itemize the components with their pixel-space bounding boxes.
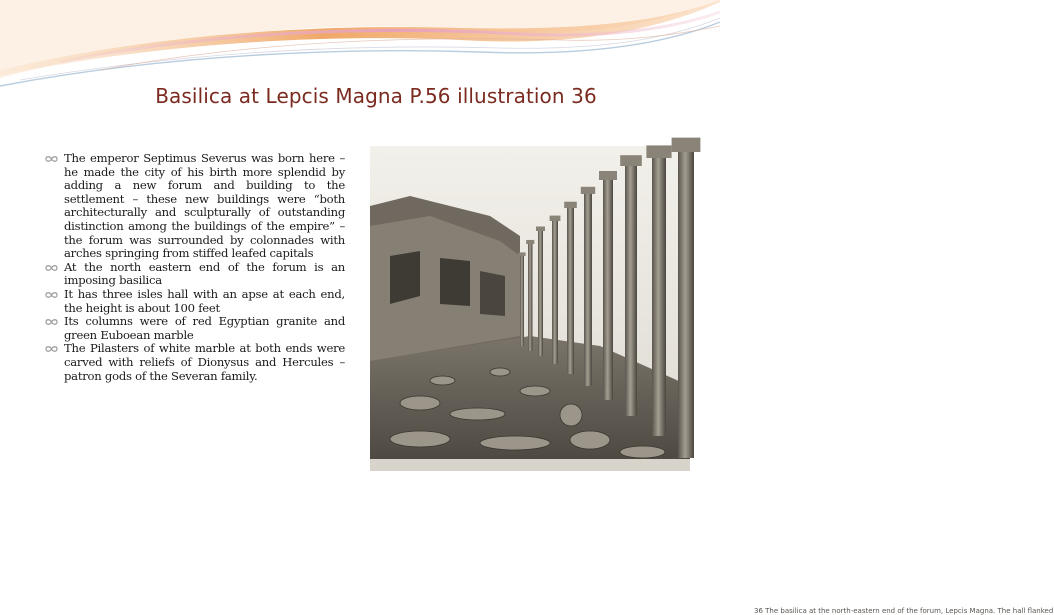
column-capital bbox=[672, 138, 701, 152]
column-capital bbox=[526, 240, 534, 244]
header-decoration bbox=[0, 0, 720, 90]
slide-title: Basilica at Lepcis Magna P.56 illustration 36 bbox=[155, 84, 597, 108]
column bbox=[528, 244, 533, 351]
stone-block bbox=[430, 376, 455, 385]
bullet-list bbox=[44, 152, 345, 383]
stone-block bbox=[400, 396, 440, 410]
column bbox=[520, 256, 524, 346]
bullet-text: Its columns were of red Egyptian granite and green Euboean marble bbox=[64, 314, 345, 342]
bullet-item bbox=[44, 261, 345, 288]
column-capital bbox=[581, 187, 595, 194]
stone-block bbox=[520, 386, 550, 396]
stone-block bbox=[570, 431, 610, 449]
stone-block bbox=[450, 408, 505, 420]
bullet-text: The emperor Septimus Severus was born here – he made the city of his birth more splendid by adding a new forum and building to the settlement – these new buildings were “both architecturally and sculpturally of outstanding distinction among the buildings of the empire” – the forum was surrounded by colonnades with arches springing from stiffed leafed capitals bbox=[64, 151, 345, 261]
infinity-bullet-icon bbox=[45, 345, 58, 353]
column bbox=[652, 158, 666, 436]
infinity-bullet-icon bbox=[45, 291, 58, 299]
bullet-text: It has three isles hall with an apse at each end, the height is about 100 feet bbox=[64, 286, 345, 315]
infinity-bullet-icon bbox=[45, 318, 58, 326]
column-capital bbox=[550, 216, 561, 221]
basilica-photo bbox=[370, 146, 1054, 615]
column-capital bbox=[646, 145, 671, 158]
stone-block bbox=[560, 404, 582, 426]
column-capital bbox=[620, 155, 642, 166]
stone-block bbox=[490, 368, 510, 376]
photo-caption: 36 The basilica at the north-eastern end of the forum, Lepcis Magna. The hall flanked bbox=[754, 607, 1054, 615]
bullet-text: The Pilasters of white marble at both ends were carved with reliefs of Dionysus and Hercules – patron gods of the Severan family. bbox=[64, 341, 345, 383]
column bbox=[603, 180, 613, 400]
stone-block bbox=[620, 446, 665, 458]
basilica-ruins-image bbox=[370, 146, 690, 471]
stone-block bbox=[480, 436, 550, 450]
column-capital bbox=[599, 171, 617, 180]
bullet-item bbox=[44, 315, 345, 342]
bullet-item bbox=[44, 288, 345, 315]
column bbox=[567, 208, 574, 374]
column bbox=[552, 221, 558, 364]
column bbox=[584, 194, 592, 386]
column bbox=[678, 152, 694, 458]
column-capital bbox=[536, 227, 545, 232]
bullet-item bbox=[44, 342, 345, 383]
infinity-bullet-icon bbox=[45, 264, 58, 272]
column-capital bbox=[564, 202, 577, 208]
column bbox=[538, 231, 543, 356]
column-capital bbox=[518, 252, 525, 256]
bullet-text: At the north eastern end of the forum is an imposing basilica bbox=[64, 259, 345, 288]
bullet-item bbox=[44, 152, 345, 261]
stone-block bbox=[390, 431, 450, 447]
infinity-bullet-icon bbox=[45, 155, 58, 163]
column bbox=[625, 166, 637, 416]
